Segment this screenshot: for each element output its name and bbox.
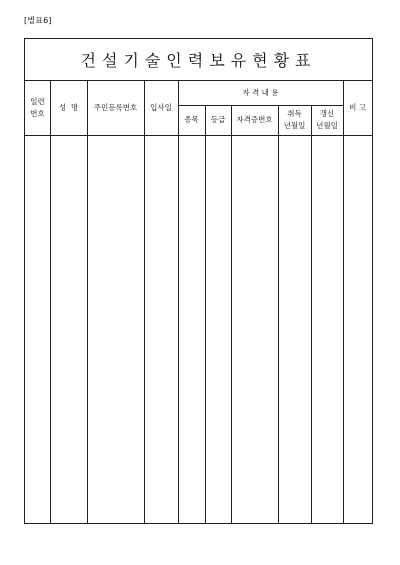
- personnel-table: [24, 38, 373, 524]
- header-acquired-date: [278, 105, 311, 135]
- header-qual-grade: 등급: [210, 115, 226, 124]
- header-renewal-line1: 갱신: [319, 109, 335, 118]
- col-divider: [343, 81, 344, 523]
- header-acquired-line2: 년월일: [283, 121, 306, 130]
- header-serial-no-line2: 번호: [30, 109, 45, 118]
- col-divider: [144, 81, 145, 523]
- col-divider: [87, 81, 88, 523]
- col-divider: [278, 105, 279, 523]
- header-serial-no: [25, 81, 50, 135]
- header-renewal-date: [311, 105, 343, 135]
- header-resident-no: 주민등록번호: [93, 103, 138, 112]
- form-number-tag: [별표6]: [24, 16, 52, 25]
- header-serial-no-line1: 일련: [30, 97, 45, 106]
- col-divider: [231, 105, 232, 523]
- col-divider: [205, 105, 206, 523]
- document-title: 건설기술인력보유현황표: [25, 39, 372, 81]
- header-qual-type: 종목: [184, 115, 199, 124]
- header-name: 성 명: [58, 103, 79, 112]
- header-bottom-rule: [25, 135, 372, 136]
- col-divider: [178, 81, 179, 523]
- header-hire-date: 입사일: [150, 103, 172, 112]
- header-acquired-line1: 취득: [287, 109, 302, 118]
- col-divider: [311, 105, 312, 523]
- header-cert-no: 자격증번호: [236, 115, 273, 124]
- header-qualification-group: 자 격 내 용: [242, 88, 279, 97]
- header-renewal-line2: 년월일: [316, 121, 338, 130]
- header-remarks: 비 고: [349, 103, 366, 112]
- col-divider: [50, 81, 51, 523]
